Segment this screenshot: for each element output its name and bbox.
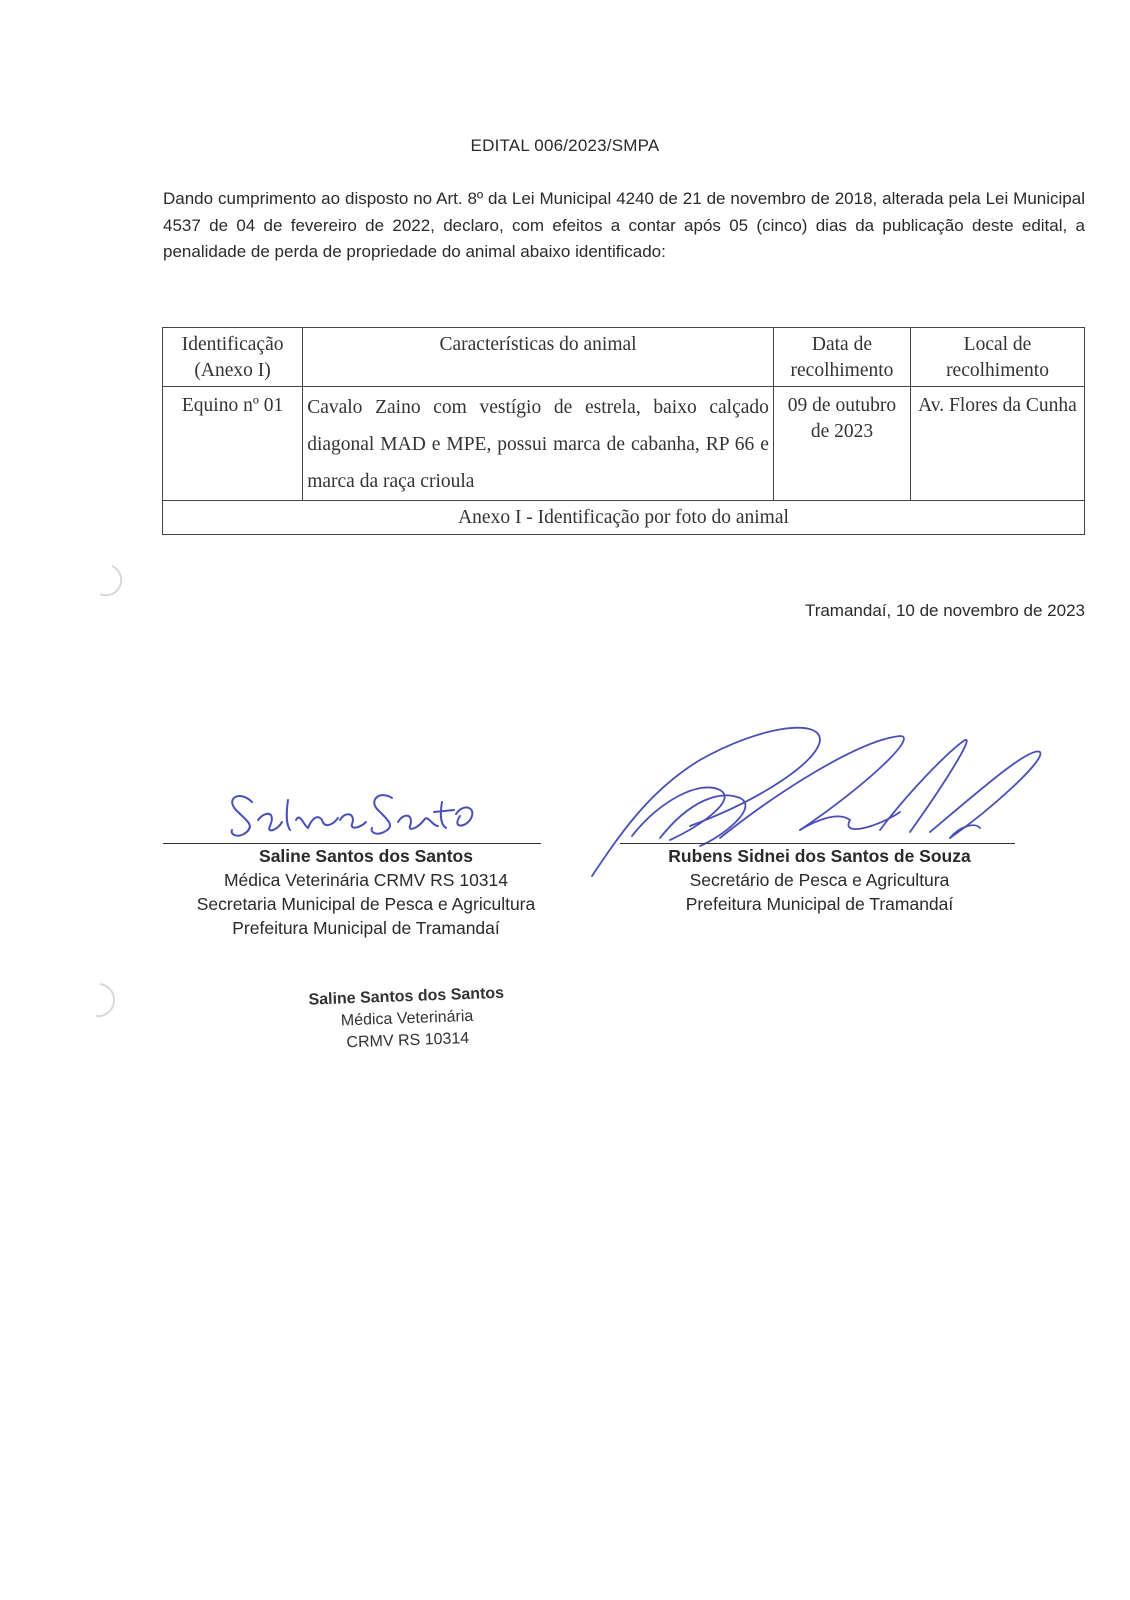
signer-right-institution: Prefeitura Municipal de Tramandaí <box>685 894 954 914</box>
signer-right-name: Rubens Sidnei dos Santos de Souza <box>668 846 971 866</box>
stamp-name: Saline Santos dos Santos <box>308 984 505 1009</box>
table-footer: Anexo I - Identificação por foto do animal <box>163 501 1085 535</box>
stamp-registration: CRMV RS 10314 <box>346 1029 470 1052</box>
header-local: Local de recolhimento <box>911 328 1085 387</box>
cell-data: 09 de outubro de 2023 <box>773 387 910 501</box>
signer-left-role: Médica Veterinária CRMV RS 10314 <box>223 870 509 890</box>
cell-local: Av. Flores da Cunha <box>911 387 1085 501</box>
signer-left-name: Saline Santos dos Santos <box>259 846 473 866</box>
header-identificacao: Identificação (Anexo I) <box>163 328 303 387</box>
signer-right-role: Secretário de Pesca e Agricultura <box>689 870 950 890</box>
signer-left-department: Secretaria Municipal de Pesca e Agricultura <box>196 894 536 914</box>
date-line: Tramandaí, 10 de novembro de 2023 <box>804 601 1085 620</box>
signature-block-left <box>160 844 572 940</box>
signature-block-right <box>637 844 1002 916</box>
stamp-title: Médica Veterinária <box>340 1007 474 1030</box>
document-title: EDITAL 006/2023/SMPA <box>470 136 660 155</box>
cell-caracteristicas: Cavalo Zaino com vestígio de estrela, baixo calçado diagonal MAD e MPE, possui marca de cabanha, RP 66 e marca da raça crioula <box>303 387 774 501</box>
signature-left-handwriting <box>232 795 473 836</box>
signer-left-institution: Prefeitura Municipal de Tramandaí <box>232 918 500 938</box>
punch-hole-mark-bottom <box>96 984 114 1016</box>
punch-hole-mark-top <box>100 566 121 595</box>
header-data: Data de recolhimento <box>773 328 910 387</box>
header-caracteristicas: Características do animal <box>303 328 774 387</box>
cell-identificacao: Equino nº 01 <box>163 387 303 501</box>
intro-paragraph: Dando cumprimento ao disposto no Art. 8º da Lei Municipal 4240 de 21 de novembro de 2018, alterada pela Lei Municipal 4537 de 04 de fevereiro de 2022, declaro, com efeitos a contar após 05 (cinco) dias da publicação deste edital, a penalidade de perda de propriedade do animal abaixo identificado: <box>163 189 1085 261</box>
veterinarian-stamp <box>296 982 518 1056</box>
